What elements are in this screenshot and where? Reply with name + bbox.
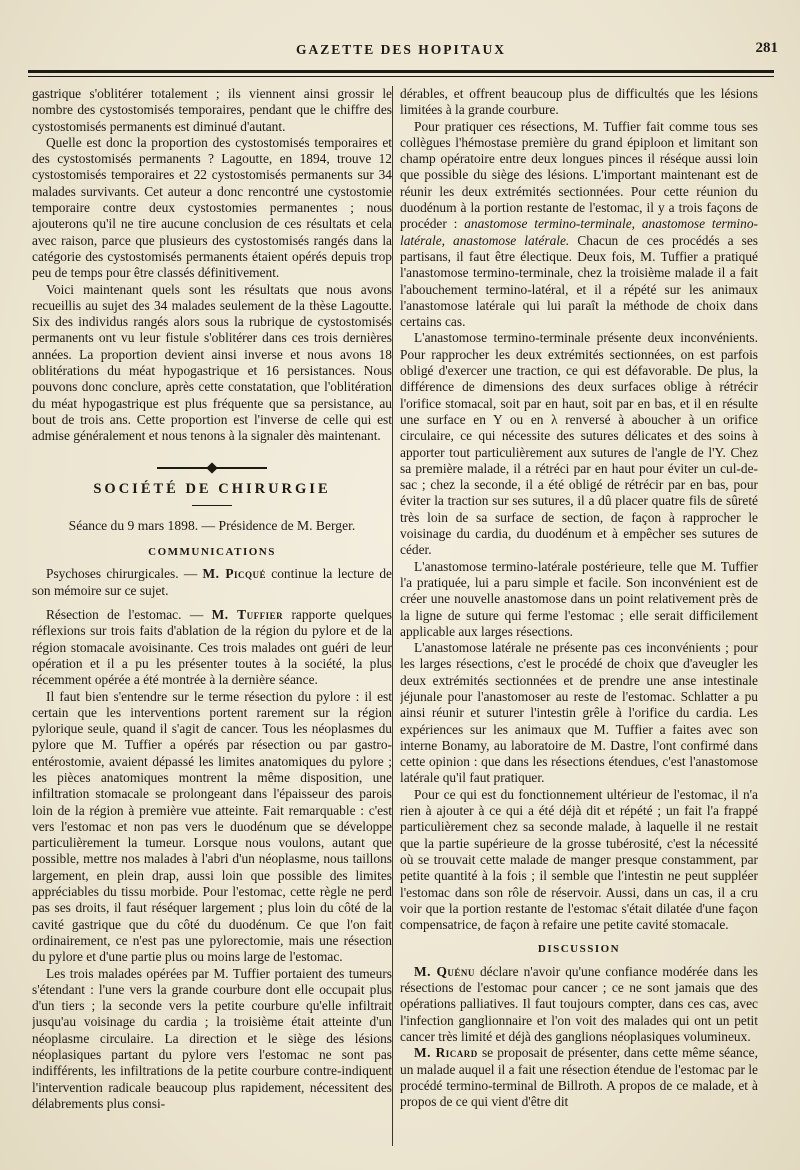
- paragraph: L'anastomose latérale ne présente pas ces inconvénients ; pour les larges résections, c'est le procédé de choix que d'aveugler les deux extrémités sectionnées et de prendre une anse intestinale jéjunale pour l'anastomoser au reste de l'estomac. Schlatter a pu ainsi réunir et suturer l'intestin grêle à l'orifice du cardia. Les expériences sur les animaux que M. Tuffier a faites avec son interne Bonamy, au laboratoire de M. Dastre, l'ont confirmé dans cette opinion : que dans les résections étendues, c'est l'anastomose latérale qu'il faut pratiquer.: [400, 640, 758, 786]
- author-name: M. Tuffier: [211, 607, 284, 623]
- paragraph-text: Pour pratiquer ces résections, M. Tuffier fait comme tous ses collègues l'hémostase première du grand épiploon et limitant son champ opératoire entre deux longues pinces il réséque aussi loin que possible du siège des lésions. L'important maintenant est de réunir les deux extrémités sectionnées. Pour cette réunion du duodénum à la portion restante de l'estomac, il y a trois façons de procéder :: [400, 118, 758, 232]
- paragraph: L'anastomose termino-latérale postérieure, telle que M. Tuffier l'a pratiquée, lui a paru simple et facile. Son inconvénient est de créer une nouvelle anastomose dans un point relativement près de la ligne de suture qui ferme l'estomac ; elle serait difficilement applicable aux larges résections.: [400, 558, 758, 639]
- paragraph: L'anastomose termino-terminale présente deux inconvénients. Pour rapprocher les deux extrémités sectionnées, on est parfois obligé d'exercer une traction, ce qui est défavorable. De plus, la différence de dimensions des deux surfaces oblige à rétrécir l'orifice stomacal, soit par en haut, soit par en bas, et il en résulte une surface en Y ou en λ renversé à aboucher à un orifice circulaire, ce qui nécessite des sutures délicates et des soins à apporter tout particulièrement aux sutures de l'angle de l'Y. Chez sa première malade, il a rétréci par en haut pour éviter un cul-de-sac ; chez la seconde, il a été obligé de rétrécir par en bas, pour éviter la traction sur ses sutures, il a dû placer quatre fils de sûreté très loin de sa surface de section, de façon à rapprocher le voisinage du cardia, du duodénum et à empêcher ses sutures de céder.: [400, 330, 758, 558]
- right-column: [400, 86, 758, 1146]
- paragraph: Pour ce qui est du fonctionnement ultérieur de l'estomac, il n'a rien à ajouter à ce qui a été déjà dit et répété ; un fait l'a frappé particulièrement chez sa seconde malade, à laquelle il ne restait que la partie supérieure de la grosse tubérosité, c'est la nécessité où se trouvait cette malade de manger presque constamment, par petite quantité à la fois ; il semble que l'intestin ne peut suppléer l'estomac dans son rôle de réservoir. Aussi, dans un cas, il a cru voir que la portion restante de l'estomac s'était dilatée d'une façon compensatrice, de façon à refaire une petite cavité stomacale.: [400, 786, 758, 933]
- paragraph-text: se proposait de présenter, dans cette même séance, un malade auquel il a fait une résection étendue de l'estomac par le procédé termino-terminal de Billroth. A propos de ce malade, et à propos de ce qui vient d'être dit: [400, 1045, 758, 1110]
- paragraph: [400, 964, 758, 1045]
- paragraph-text: Chacun de ces procédés a ses partisans, il faut être électique. Deux fois, M. Tuffier a pratiqué l'anastomose termino-terminale, chez la troisième malade il a fait l'abouchement termino-latéral, et il a répété sur les animaux l'anastomose latérale qui lui paraît la méthode de choix dans certains cas.: [400, 232, 758, 330]
- article-text: continue la lecture de son mémoire sur ce sujet.: [32, 566, 392, 598]
- page-header: [28, 40, 778, 62]
- paragraph: [400, 1045, 758, 1110]
- article-title: Psychoses chirurgicales.: [46, 566, 179, 582]
- paragraph: Il faut bien s'entendre sur le terme résection du pylore : il est certain que les interventions portent rarement sur la région pylorique seule, quand il s'agit de cancer. Tous les néoplasmes du pylore que M. Tuffier a opérés par résection ou par gastro-entérostomie, avaient dépassé les limites anatomiques du pylore ; les pièces anatomiques montrent la même disposition, une infiltration stomacale se prolongeant dans l'épaisseur des parois loin de la région à première vue atteinte. Fait remarquable : c'est vers l'estomac et non pas vers le duodénum que se développe particulièrement la tumeur. Lorsque nous voulons, autant que possible, mettre nos malades à l'abri d'un néoplasme, nous taillons largement, en plein drap, aussi loin que possible des limites appréciables du tissu morbide. Pour l'estomac, cette règle ne perd pas ses droits, il faut réséquer largement ; plus loin du côté de la cavité gastrique que du côté du duodénum. Ce que l'on fait ordinairement, ce n'est pas une pylorectomie, mais une résection du pylore et d'une partie plus ou moins large de l'estomac.: [32, 688, 392, 965]
- article-title: Résection de l'estomac.: [46, 607, 182, 623]
- author-name: M. Picqué: [202, 566, 266, 582]
- paragraph: Quelle est donc la proportion des cystostomisés temporaires et des cystostomisés permanents ? Lagoutte, en 1894, trouve 12 cystostomisés temporaires et 22 cystostomisés permanents sur 34 malades survivants. Cet auteur a donc rencontré une cystostomie temporaire contre deux cystostomies permanentes ; nous ajouterons qu'il ne tire aucune conclusion de ces résultats et cela avec raison, parce que plusieurs des cystostomisés rangés dans la catégorie des cystostomisés permanents étaient opérés depuis trop peu de temps pour être classés définitivement.: [32, 134, 392, 281]
- spacer: [32, 599, 392, 607]
- running-title: GAZETTE DES HOPITAUX: [295, 42, 507, 57]
- paragraph: [400, 119, 758, 331]
- left-column: [32, 86, 392, 1146]
- communications-heading: COMMUNICATIONS: [148, 546, 276, 559]
- society-title: SOCIÉTÉ DE CHIRURGIE: [93, 480, 331, 497]
- paragraph: Résection de l'estomac. — M. Tuffier rapporte quelques réflexions sur trois faits d'ablation de la région du pylore et de la région stomacale avoisinante. Ces trois malades ont guéri de leur opération et il a pu les présenter toutes à la société, la plus récemment opérée a été montrée à la dernière séance.: [32, 607, 392, 688]
- header-rule-thin: [28, 76, 774, 77]
- paragraph: Les trois malades opérées par M. Tuffier portaient des tumeurs s'étendant : l'une vers la grande courbure dont elle occupait plus d'un tiers ; la seconde vers la petite courbure qu'elle infiltrait jusqu'au voisinage du cardia ; la troisième était atteinte d'un néoplasme circulaire. La direction et le siège des lésions néoplasiques partant du pylore vers l'estomac ne sont pas indifférents, les infiltrations de la petite courbure contre-indiquent l'intervention radicale beaucoup plus rapidement, nécessitent des délabrements plus consi-: [32, 965, 392, 1111]
- session-line: Séance du 9 mars 1898. — Présidence de M. Berger.: [68, 517, 356, 533]
- paragraph: gastrique s'oblitérer totalement ; ils viennent ainsi grossir le nombre des cystostomisés temporaires, pendant que le chiffre des cystostomisés permanents est diminué d'autant.: [32, 86, 392, 134]
- author-name: M. Quénu: [414, 963, 475, 979]
- section-separator: [157, 467, 267, 469]
- paragraph: Voici maintenant quels sont les résultats que nous avons recueillis au sujet des 34 malades seulement de la thèse Lagoutte. Six des individus rangés alors sous la rubrique de cystostomisés permanents ont vu leur fistule s'oblitérer dans ces trois dernières années. La proportion devient ainsi inverse et nous avons 18 oblitérations du méat hypogastrique et 16 persistances. Nous pouvons donc conclure, après cette constatation, que l'oblitération du méat hypogastrique est plus fréquente que sa persistance, au bout de trois ans. Cette proportion est l'inverse de celle qui est admise généralement et nous tenons à la signaler dès maintenant.: [32, 281, 392, 444]
- header-rule-thick: [28, 70, 774, 73]
- paragraph-text: déclare n'avoir qu'une confiance modérée dans les résections de l'estomac pour cancer ; ce ne sont jamais que des opérations palliatives. Il faut toujours compter, dans ces cas, avec l'infection ganglionnaire et l'on voit des malades qui ont un petit cancer très limité et déjà des ganglions néoplasiques volumineux.: [400, 963, 758, 1044]
- title-rule: [192, 505, 232, 506]
- column-separator: [392, 86, 393, 1146]
- author-name: M. Ricard: [414, 1045, 478, 1061]
- paragraph: dérables, et offrent beaucoup plus de difficultés que les lésions limitées à la grande courbure.: [400, 86, 758, 118]
- page-number: 281: [755, 40, 778, 56]
- italic-text: anastomose termino-terminale, anastomose termino-latérale, anastomose latérale.: [400, 216, 758, 248]
- paragraph: Psychoses chirurgicales. — M. Picqué continue la lecture de son mémoire sur ce sujet.: [32, 566, 392, 598]
- article-text: rapporte quelques réflexions sur trois faits d'ablation de la région du pylore et de la région stomacale avoisinante. Ces trois malades ont guéri de leur opération et il a pu les présenter toutes à la société, la plus récemment opérée a été montrée à la dernière séance.: [32, 607, 392, 688]
- discussion-heading: DISCUSSION: [537, 943, 621, 956]
